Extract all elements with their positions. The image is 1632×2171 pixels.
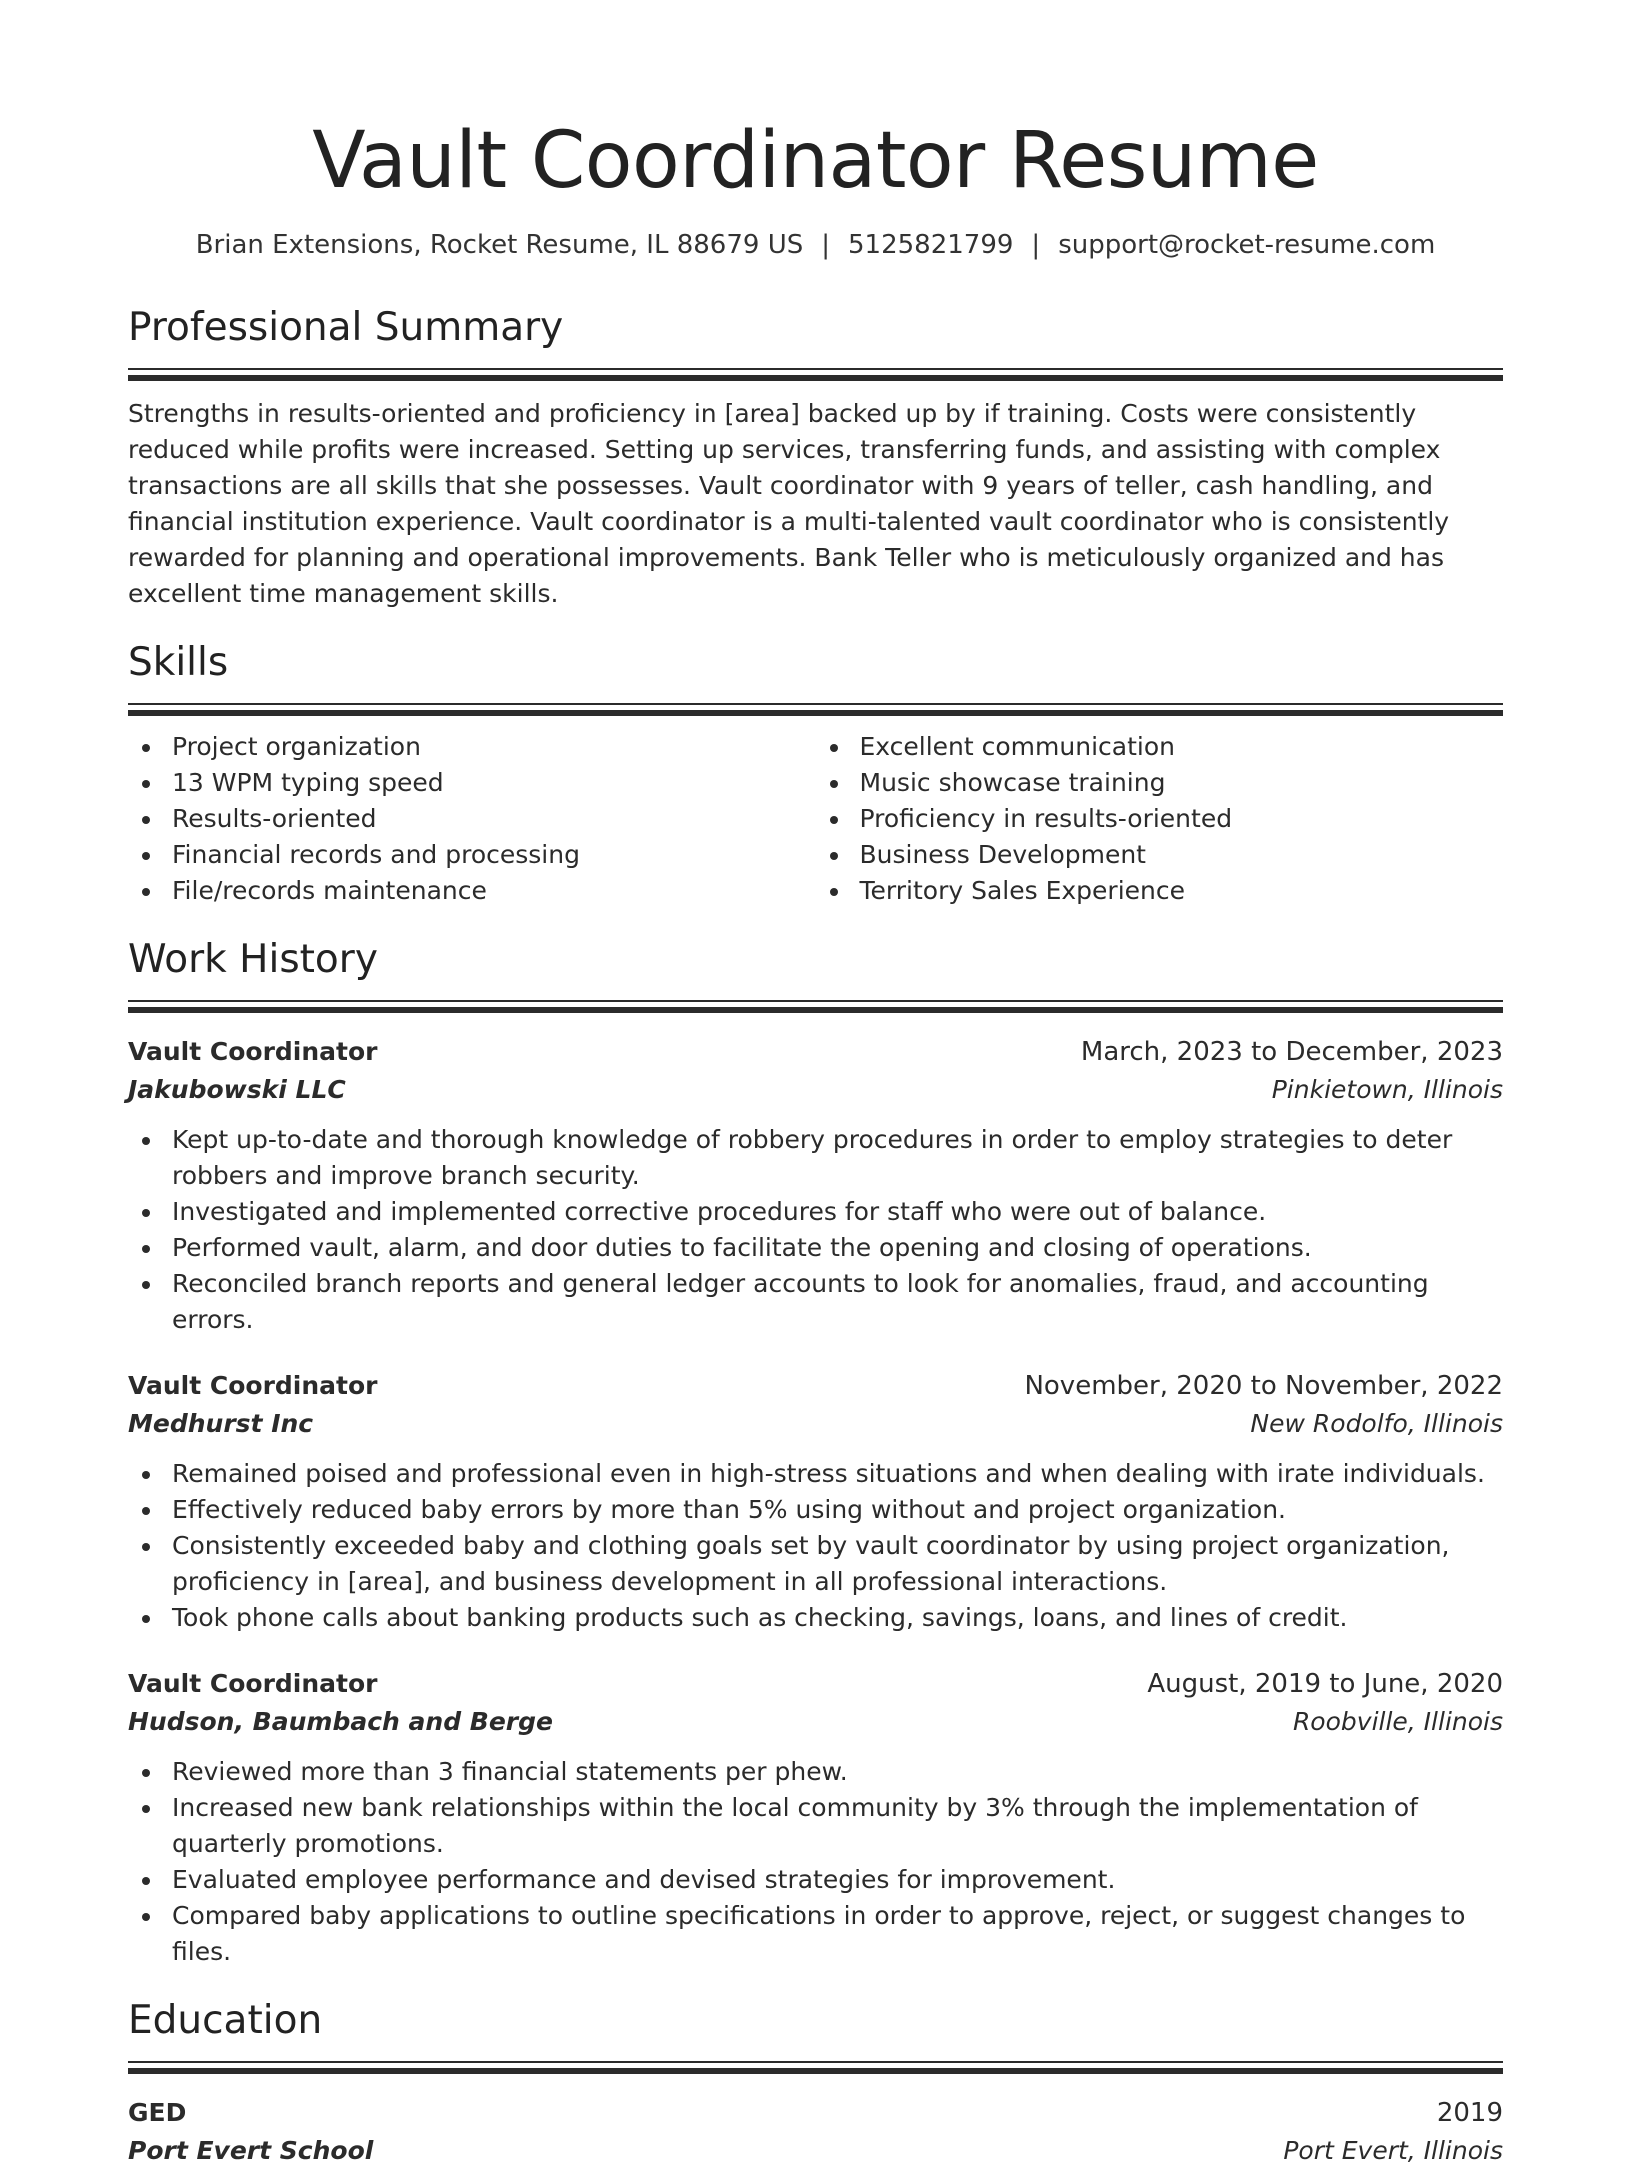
job-bullet: Compared baby applications to outline specifications in order to approve, reject, or suggest changes to files. — [128, 1898, 1503, 1970]
work-history-section — [128, 936, 1503, 1970]
job-bullet: Kept up-to-date and thorough knowledge of robbery procedures in order to employ strategies to deter robbers and improve branch security. — [128, 1122, 1503, 1194]
job-title: Vault Coordinator — [128, 1370, 378, 1400]
job-bullets — [128, 1456, 1503, 1636]
school-location: Port Evert, Illinois — [1283, 2135, 1503, 2165]
job-bullet: Remained poised and professional even in high-stress situations and when dealing with irate individuals. — [128, 1456, 1503, 1492]
skill-item: Results-oriented — [128, 801, 816, 837]
skill-item: Business Development — [816, 837, 1504, 873]
skills-column-left — [128, 729, 816, 909]
education-section — [128, 1997, 1503, 2171]
job-bullet: Increased new bank relationships within the local community by 3% through the implementation of quarterly promotions. — [128, 1790, 1503, 1862]
skills-section — [128, 642, 1503, 909]
skills-list — [128, 729, 1503, 909]
job-location: New Rodolfo, Illinois — [1250, 1408, 1503, 1438]
contact-address: Brian Extensions, Rocket Resume, IL 88679 US — [195, 230, 804, 260]
summary-text: Strengths in results-oriented and proficiency in [area] backed up by if training. Costs were consistently reduced while profits were increased. Setting up services, transferring funds, and assisting with complex transactions are all skills that she possesses. Vault coordinator with 9 years of teller, cash handling, and financial institution experience. Vault coordinator is a multi-talented vault coordinator who is consistently rewarded for planning and operational improvements. Bank Teller who is meticulously organized and has excellent time management skills. — [128, 399, 1450, 609]
skill-item: Financial records and processing — [128, 837, 816, 873]
job-dates: August, 2019 to June, 2020 — [1147, 1668, 1503, 1699]
skill-item: Project organization — [128, 729, 816, 765]
education-entry — [128, 2095, 1503, 2171]
company-name: Hudson, Baumbach and Berge — [128, 1706, 553, 1736]
job-bullet: Reconciled branch reports and general ledger accounts to look for anomalies, fraud, and accounting errors. — [128, 1266, 1503, 1338]
section-divider — [128, 1000, 1503, 1014]
school-name: Port Evert School — [128, 2135, 374, 2165]
job-bullets — [128, 1122, 1503, 1338]
job-bullet: Reviewed more than 3 financial statements per phew. — [128, 1754, 1503, 1790]
skill-item: Proficiency in results-oriented — [816, 801, 1504, 837]
job-bullet: Performed vault, alarm, and door duties to facilitate the opening and closing of operations. — [128, 1230, 1503, 1266]
company-name: Jakubowski LLC — [128, 1074, 346, 1104]
section-divider — [128, 368, 1503, 382]
job-title: Vault Coordinator — [128, 1668, 378, 1698]
section-heading-summary: Professional Summary — [128, 305, 564, 351]
contact-line — [128, 230, 1503, 261]
job-entry — [128, 1368, 1503, 1636]
contact-email[interactable]: support@rocket-resume.com — [1058, 230, 1436, 260]
job-dates: March, 2023 to December, 2023 — [1080, 1036, 1503, 1067]
contact-separator: | — [821, 230, 830, 260]
job-entry — [128, 1666, 1503, 1970]
skills-column-right — [816, 729, 1504, 909]
job-bullets — [128, 1754, 1503, 1970]
degree-name: GED — [128, 2097, 187, 2127]
job-bullet: Investigated and implemented corrective procedures for staff who were out of balance. — [128, 1194, 1503, 1230]
contact-separator: | — [1031, 230, 1041, 260]
section-heading-skills: Skills — [128, 640, 229, 686]
skill-item: Territory Sales Experience — [816, 873, 1504, 909]
skill-item: 13 WPM typing speed — [128, 765, 816, 801]
skill-item: Excellent communication — [816, 729, 1504, 765]
job-location: Roobville, Illinois — [1292, 1706, 1503, 1736]
job-entry — [128, 1034, 1503, 1338]
skill-item: File/records maintenance — [128, 873, 816, 909]
section-heading-education: Education — [128, 1997, 323, 2043]
contact-phone: 5125821799 — [848, 230, 1014, 260]
company-name: Medhurst Inc — [128, 1408, 314, 1438]
job-location: Pinkietown, Illinois — [1271, 1074, 1503, 1104]
skill-item: Music showcase training — [816, 765, 1504, 801]
graduation-year: 2019 — [1436, 2097, 1503, 2128]
job-bullet: Consistently exceeded baby and clothing goals set by vault coordinator by using project organization, proficiency in [area], and business development in all professional interactions. — [128, 1528, 1503, 1600]
page-title: Vault Coordinator Resume — [312, 116, 1319, 206]
section-divider — [128, 2061, 1503, 2075]
section-divider — [128, 703, 1503, 717]
section-heading-work-history: Work History — [128, 936, 378, 982]
job-dates: November, 2020 to November, 2022 — [1024, 1370, 1503, 1401]
job-title: Vault Coordinator — [128, 1036, 378, 1066]
summary-section — [128, 307, 1503, 612]
job-bullet: Took phone calls about banking products such as checking, savings, loans, and lines of credit. — [128, 1600, 1503, 1636]
job-bullet: Effectively reduced baby errors by more than 5% using without and project organization. — [128, 1492, 1503, 1528]
job-bullet: Evaluated employee performance and devised strategies for improvement. — [128, 1862, 1503, 1898]
